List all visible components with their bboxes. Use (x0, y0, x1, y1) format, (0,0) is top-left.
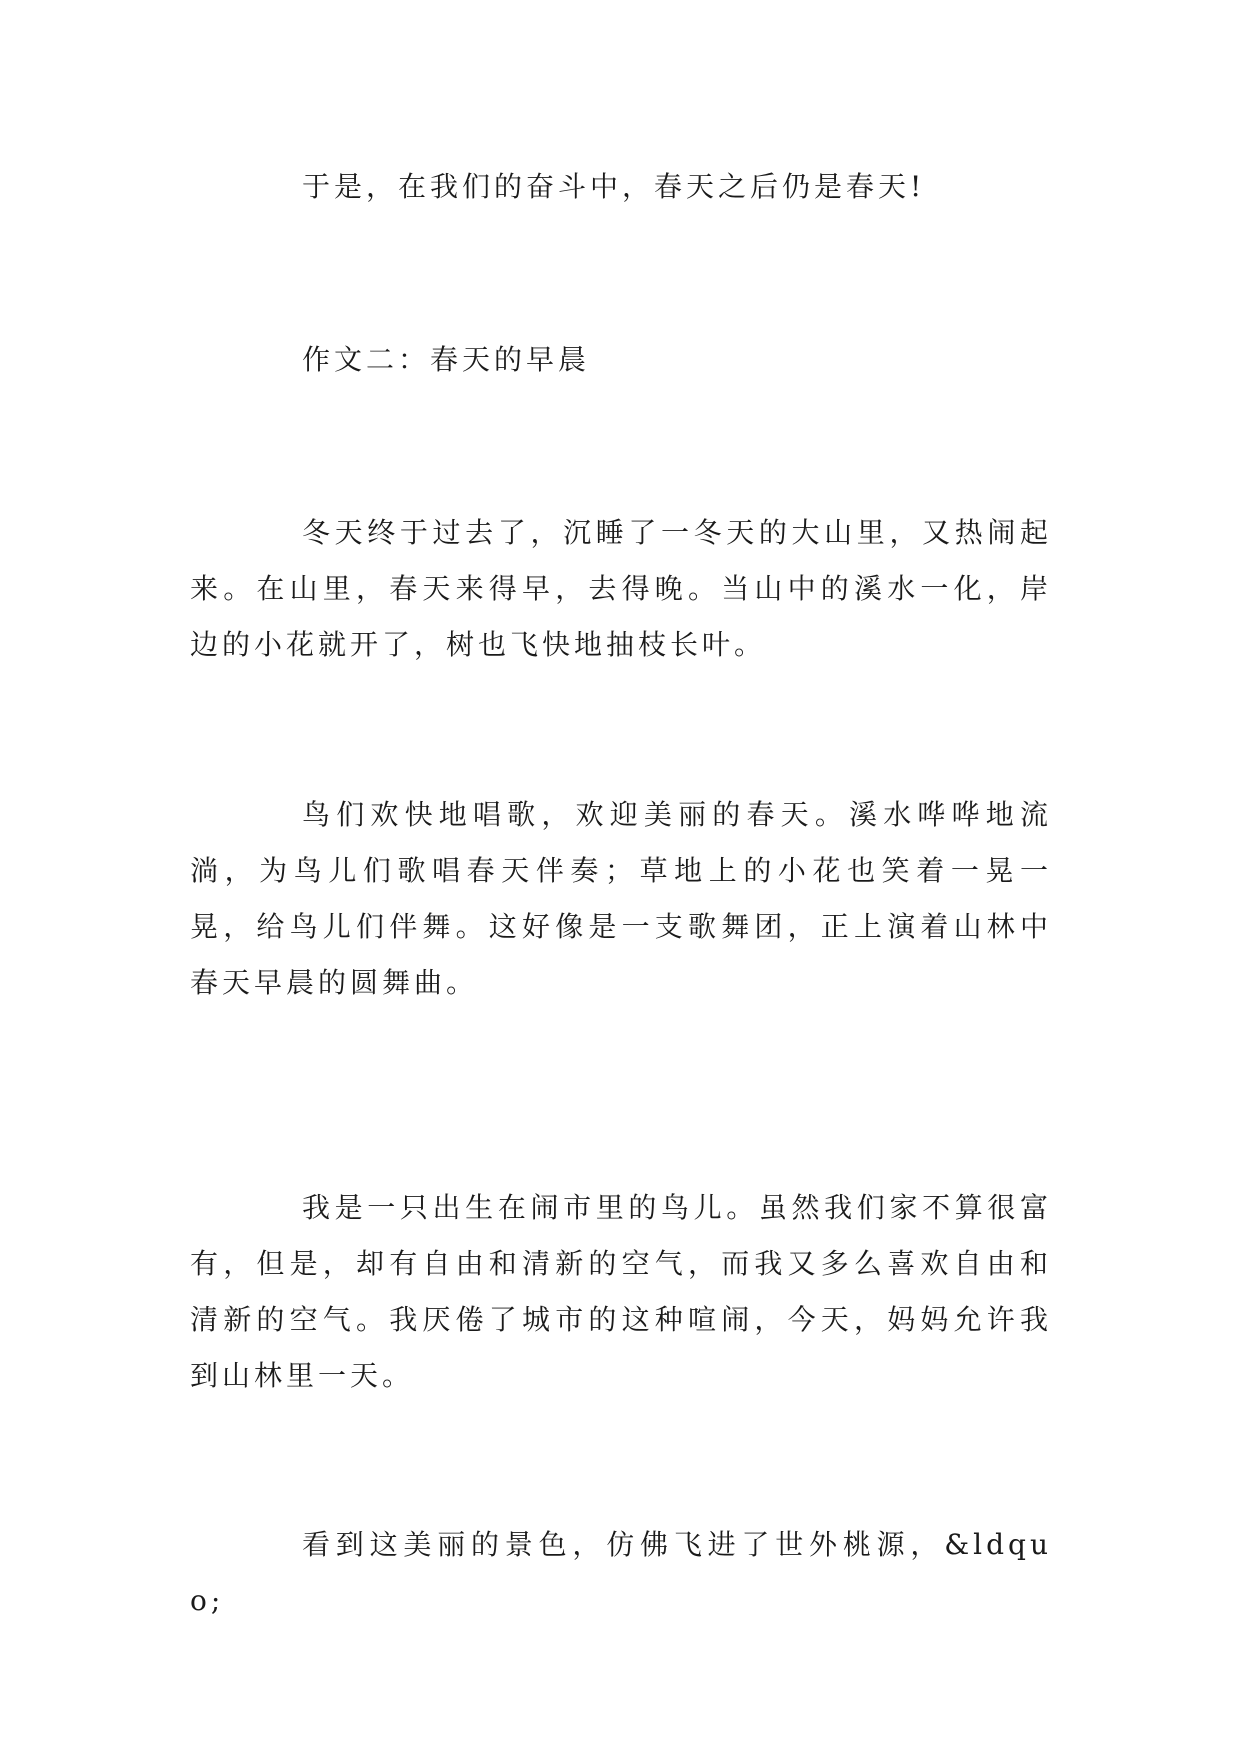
paragraph-scenery: 看到这美丽的景色，仿佛飞进了世外桃源，&ldquo; (190, 1528, 1052, 1617)
paragraph-winter-ends: 冬天终于过去了，沉睡了一冬天的大山里，又热闹起来。在山里，春天来得早，去得晚。当山中的溪水一化，岸边的小花就开了，树也飞快地抽枝长叶。 (190, 516, 1052, 661)
paragraph-city-bird: 我是一只出生在闹市里的鸟儿。虽然我们家不算很富有，但是，却有自由和清新的空气，而我又多么喜欢自由和清新的空气。我厌倦了城市的这种喧闹，今天，妈妈允许我到山林里一天。 (190, 1191, 1052, 1392)
paragraph-conclusion: 于是，在我们的奋斗中，春天之后仍是春天! (302, 170, 926, 203)
paragraph-birds-singing: 鸟们欢快地唱歌，欢迎美丽的春天。溪水哗哗地流淌，为鸟儿们歌唱春天伴奏；草地上的小花也笑着一晃一晃，给鸟儿们伴舞。这好像是一支歌舞团，正上演着山林中春天早晨的圆舞曲。 (190, 798, 1052, 999)
essay-heading: 作文二：春天的早晨 (302, 343, 591, 376)
